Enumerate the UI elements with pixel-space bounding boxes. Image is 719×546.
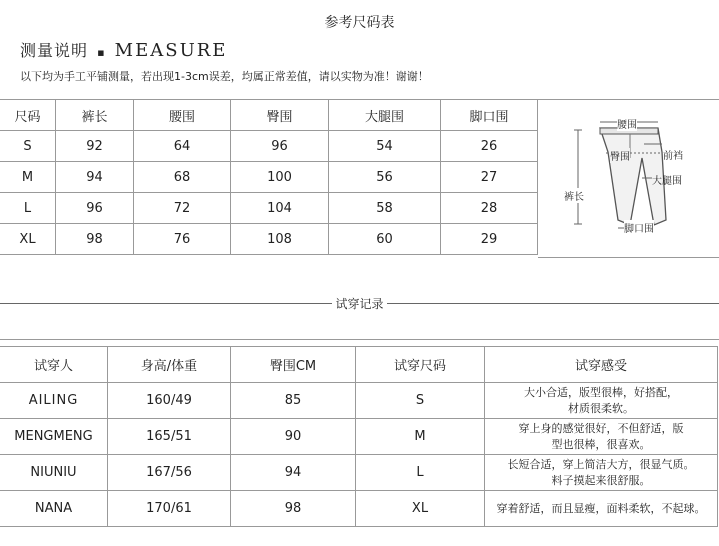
table-cell: XL [0, 224, 56, 255]
table-cell: 108 [231, 224, 329, 255]
feedback [485, 383, 718, 419]
header-cell: 裤长 [56, 100, 134, 131]
table-cell: 96 [231, 131, 329, 162]
height-weight: 167/56 [108, 455, 231, 491]
table-cell: S [0, 131, 56, 162]
hip-value: 85 [231, 383, 356, 419]
height-weight: 165/51 [108, 419, 231, 455]
diagram-label-hip: 臀围 [610, 148, 630, 163]
table-cell: 28 [441, 193, 538, 224]
table-row [0, 224, 538, 255]
table-cell: 100 [231, 162, 329, 193]
table-cell: 98 [56, 224, 134, 255]
measure-heading-en: MEASURE [114, 40, 228, 61]
measure-heading [20, 38, 227, 61]
hip-value: 90 [231, 419, 356, 455]
header-cell: 试穿感受 [485, 347, 718, 383]
diagram-label-length: 裤长 [564, 188, 584, 203]
feedback-line: 大小合适，版型很棒，好搭配， [524, 385, 678, 399]
feedback-line: 穿着舒适，而且显瘦，面料柔软，不起球。 [496, 501, 706, 515]
measure-heading-cn: 测量说明 [20, 41, 89, 60]
header-cell: 臀围 [231, 100, 329, 131]
header-cell: 大腿围 [329, 100, 441, 131]
table-row [0, 383, 718, 419]
table-cell: 76 [134, 224, 231, 255]
header-cell: 试穿人 [0, 347, 108, 383]
table-row [0, 419, 718, 455]
table-cell: 54 [329, 131, 441, 162]
feedback-line: 材质很柔软。 [568, 401, 634, 415]
table-cell: 27 [441, 162, 538, 193]
tried-size: M [356, 419, 485, 455]
table-row [0, 162, 538, 193]
table-cell: L [0, 193, 56, 224]
table-cell: 92 [56, 131, 134, 162]
table-cell: 96 [56, 193, 134, 224]
feedback-line: 料子摸起来很舒服。 [551, 473, 651, 487]
tester-name: AILING [0, 383, 108, 419]
table-cell: 26 [441, 131, 538, 162]
table-cell: 29 [441, 224, 538, 255]
size-table [0, 99, 538, 255]
table-row [0, 193, 538, 224]
tester-name: MENGMENG [0, 419, 108, 455]
tried-size: XL [356, 491, 485, 527]
header-cell: 臀围CM [231, 347, 356, 383]
table-cell: 72 [134, 193, 231, 224]
feedback-line: 穿上身的感觉很好，不但舒适，版 [518, 421, 684, 435]
table-row [0, 491, 718, 527]
table-cell: 94 [56, 162, 134, 193]
diagram-label-rise: 前裆 [663, 151, 683, 162]
page-title: 参考尺码表 [324, 15, 395, 31]
feedback-line: 型也很棒，很喜欢。 [551, 437, 651, 451]
table-top-border [0, 339, 719, 340]
tryon-table [0, 346, 718, 527]
feedback [485, 419, 718, 455]
diagram-label-waist: 腰围 [617, 116, 637, 131]
header-cell: 尺码 [0, 100, 56, 131]
header-cell: 试穿尺码 [356, 347, 485, 383]
height-weight: 170/61 [108, 491, 231, 527]
tester-name: NIUNIU [0, 455, 108, 491]
tryon-section-title [0, 295, 719, 312]
tried-size: S [356, 383, 485, 419]
header-cell: 脚口围 [441, 100, 538, 131]
table-row [0, 455, 718, 491]
header-cell: 腰围 [134, 100, 231, 131]
table-cell: 64 [134, 131, 231, 162]
hip-value: 98 [231, 491, 356, 527]
table-cell: 60 [329, 224, 441, 255]
tryon-section-title-text: 试穿记录 [332, 297, 386, 311]
table-row [0, 131, 538, 162]
size-table-header [0, 100, 538, 131]
tried-size: L [356, 455, 485, 491]
header-cell: 身高/体重 [108, 347, 231, 383]
tryon-table-header [0, 347, 718, 383]
feedback [485, 491, 718, 527]
table-cell: M [0, 162, 56, 193]
measure-heading-bullet: ▪ [97, 46, 106, 59]
table-cell: 56 [329, 162, 441, 193]
table-cell: 68 [134, 162, 231, 193]
hip-value: 94 [231, 455, 356, 491]
pants-diagram [538, 99, 719, 258]
diagram-label-thigh: 大腿围 [652, 176, 682, 187]
height-weight: 160/49 [108, 383, 231, 419]
table-cell: 104 [231, 193, 329, 224]
feedback [485, 455, 718, 491]
table-cell: 58 [329, 193, 441, 224]
tester-name: NANA [0, 491, 108, 527]
feedback-line: 长短合适，穿上简洁大方，很显气质。 [507, 457, 695, 471]
diagram-label-hem: 脚口围 [624, 220, 654, 235]
measure-note: 以下均为手工平铺测量，若出现1-3cm误差，均属正常差值，请以实物为准！谢谢！ [20, 70, 429, 83]
